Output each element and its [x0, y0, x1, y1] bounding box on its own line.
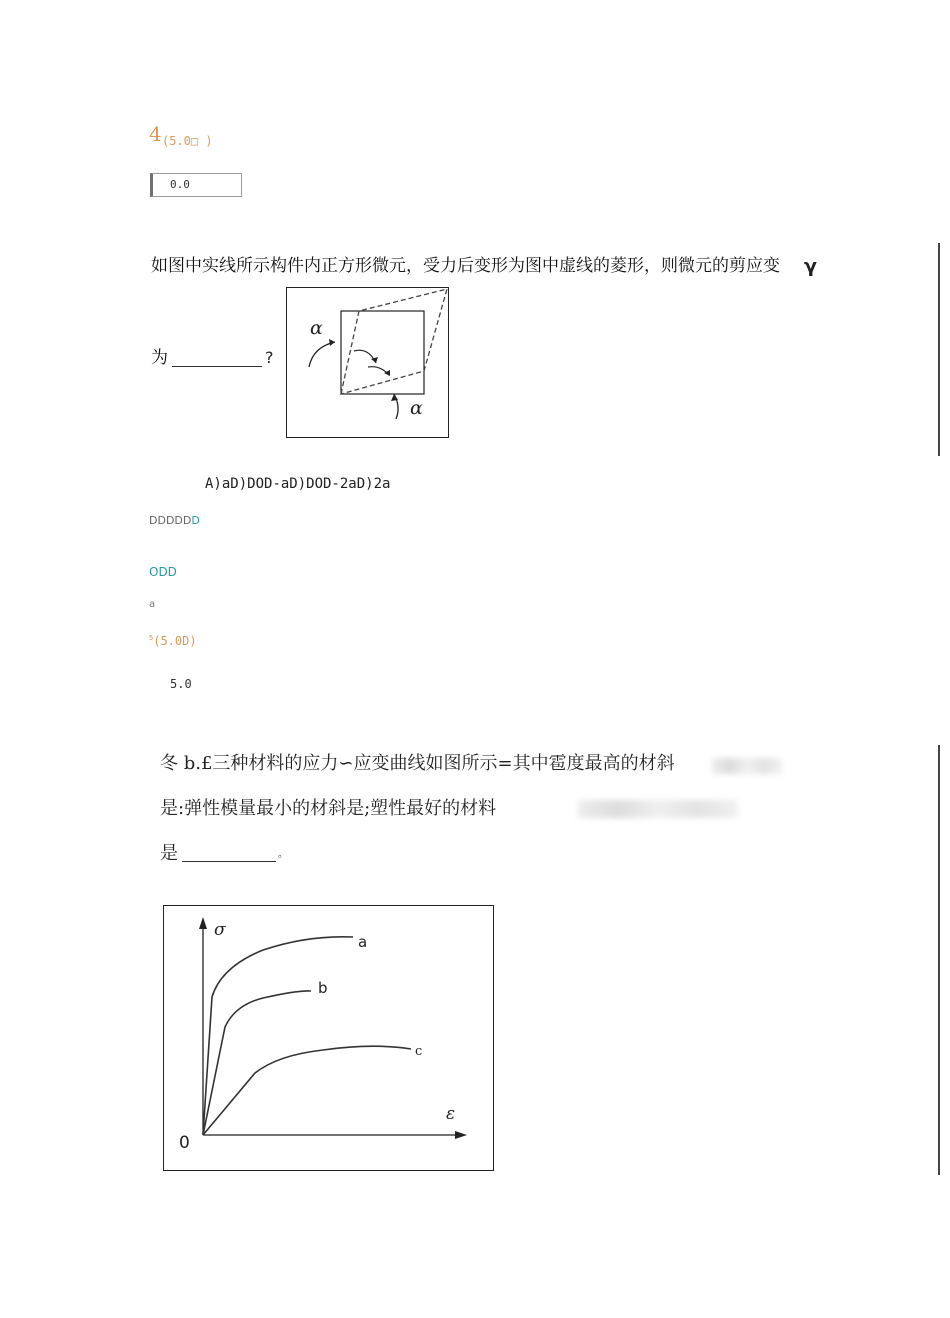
page-edge-line-2 — [938, 745, 940, 1175]
question-5-period: 。 — [278, 849, 288, 860]
shear-strain-figure — [286, 287, 450, 439]
question-5-points-value: (5.0D) — [153, 634, 197, 648]
question-4-link-odd[interactable]: ODD — [149, 565, 177, 579]
question-4-answer-blank — [172, 366, 262, 367]
blurred-text-1 — [712, 758, 782, 774]
alpha-label-top: α — [310, 317, 323, 339]
page-edge-line-1 — [938, 243, 940, 456]
question-4-options: A)aD)DOD-aD)DOD-2aD)2a — [205, 476, 391, 492]
origin-label: 0 — [179, 1133, 190, 1153]
question-5-answer-blank — [182, 861, 276, 862]
gamma-symbol: γ — [804, 255, 817, 277]
question-5-points — [149, 631, 197, 648]
curve-c-label: c — [415, 1044, 423, 1059]
blurred-text-2 — [578, 800, 738, 818]
question-4-points: (5.0□ ) — [162, 134, 213, 148]
garbled-text-main: DDDDD — [149, 514, 192, 527]
curve-b-label: b — [318, 979, 328, 997]
garbled-text-suffix: D — [191, 514, 200, 527]
question-5-number: 5 — [149, 634, 154, 642]
question-4-question-mark: ? — [265, 348, 274, 367]
question-4-text-continued: 为 — [151, 348, 168, 368]
question-4-number: 4 — [149, 122, 162, 146]
alpha-label-bottom: α — [410, 397, 423, 419]
question-5-text-line2: 是:弹性模量最小的材斜是;塑性最好的材料 — [160, 798, 497, 819]
question-5-text-line3: 是 — [160, 843, 178, 864]
question-5-score: 5.0 — [170, 677, 192, 691]
curve-a-label: a — [358, 933, 368, 951]
stress-strain-chart — [163, 905, 495, 1172]
chart-frame — [164, 906, 494, 1171]
question-4-answer: a — [149, 599, 156, 610]
sigma-label: σ — [214, 920, 226, 940]
question-5-text-line1: 冬 b.£三种材料的应力∽应变曲线如图所示=其中雹度最高的材斜 — [160, 753, 675, 774]
epsilon-label: ε — [446, 1104, 456, 1124]
question-4-score-field[interactable]: 0.0 — [150, 173, 242, 197]
question-4-garbled-text — [149, 515, 200, 527]
question-4-text: 如图中实线所示构件内正方形微元，受力后变形为图中虚线的菱形，则微元的剪应变 — [151, 256, 780, 276]
